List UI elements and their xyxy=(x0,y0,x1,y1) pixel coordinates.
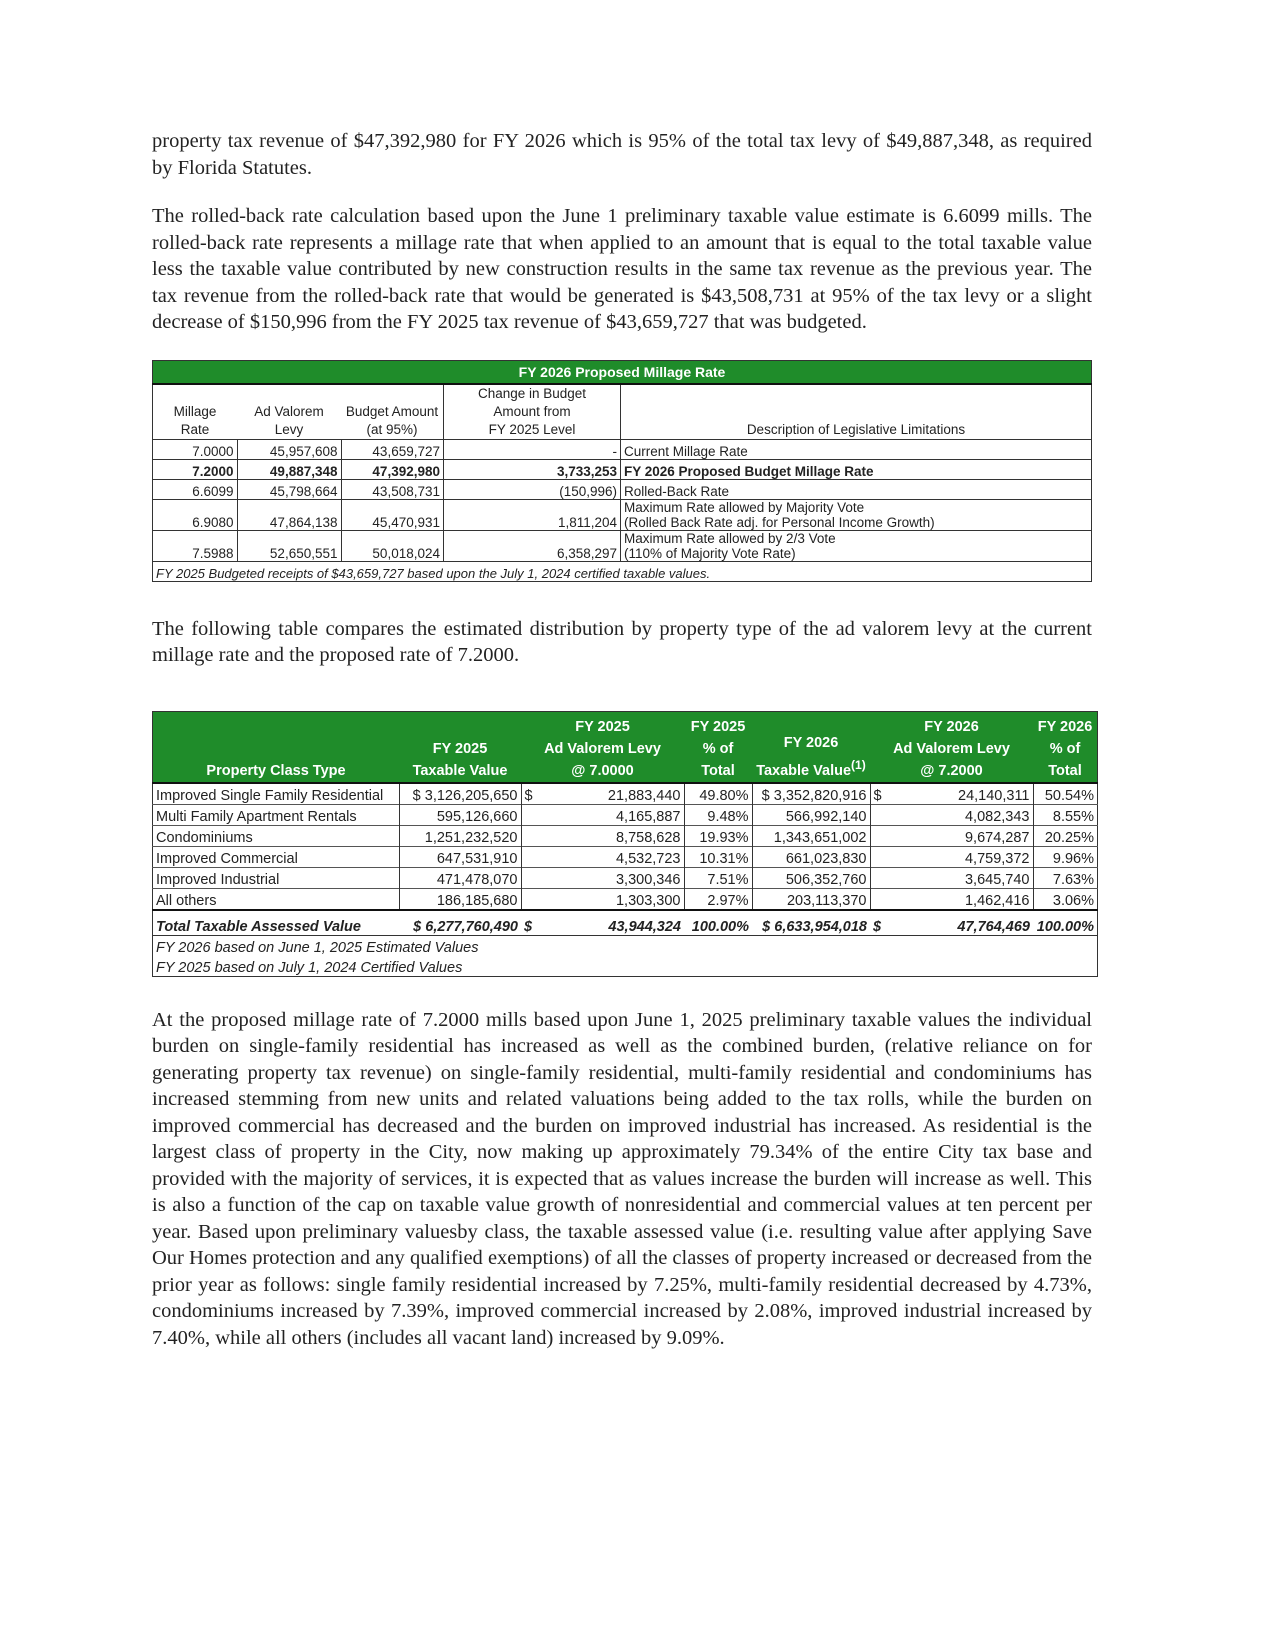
paragraph-1: property tax revenue of $47,392,980 for FY 2026 which is 95% of the total tax levy of $49,887,348, as required by Florida Statutes. xyxy=(152,130,1092,179)
table-row: Multi Family Apartment Rentals 595,126,660 4,165,887 9.48% 566,992,140 4,082,343 8.55% xyxy=(153,804,1098,825)
millage-table-note: FY 2025 Budgeted receipts of $43,659,727 based upon the July 1, 2024 certified taxable values. xyxy=(153,561,1092,581)
paragraph-4: At the proposed millage rate of 7.2000 mills based upon June 1, 2025 preliminary taxable values the individual burden on single-family residential has increased as well as the combined burden, (relative reliance on for generating property tax revenue) on single-family residential, multi-family residential and condominiums has increased stemming from new units and related valuations being added to the tax rolls, while the burden on improved commercial has decreased and the burden on improved industrial has increased. As residential is the largest class of property in the City, now making up approximately 79.34% of the entire City tax base and provided with the majority of services, it is expected that as values increase the burden will increase as well. This is also a function of the cap on taxable value growth of nonresidential and commercial values at ten percent per year. Based upon preliminary valuesby class, the taxable assessed value (i.e. resulting value after applying Save Our Homes protection and any qualified exemptions) of all the classes of property increased or decreased from the prior year as follows: single family residential increased by 7.25%, multi-family residential decreased by 4.73%, condominiums increased by 7.39%, improved commercial increased by 2.08%, improved industrial increased by 7.40%, while all others (includes all vacant land) increased by 9.09%. xyxy=(152,1008,1092,1349)
millage-row: 7.0000 45,957,608 43,659,727 - Current Millage Rate xyxy=(153,439,1092,459)
table-row: Condominiums 1,251,232,520 8,758,628 19.93% 1,343,651,002 9,674,287 20.25% xyxy=(153,825,1098,846)
millage-table-header: Millage Rate Ad Valorem Levy Budget Amount (at 95%) Change in Budget Amount from FY 2025 Level Description of Legislative Limitations xyxy=(153,384,1092,440)
paragraph-3: The following table compares the estimated distribution by property type of the ad valorem levy at the current millage rate and the proposed rate of 7.2000. xyxy=(152,617,1092,666)
property-table-header: Property Class Type FY 2025 Taxable Value FY 2025 Ad Valorem Levy @ 7.0000 FY 2025 % of Total FY 2026 Taxable Value$^{(1)}$ FY 2026 Ad Valorem Levy @ 7.2000 FY 2026 % of Total xyxy=(153,711,1098,783)
description-header: Description of Legislative Limitations xyxy=(621,384,1092,440)
table-row: Improved Commercial 647,531,910 4,532,723 10.31% 661,023,830 4,759,372 9.96% xyxy=(153,846,1098,867)
millage-rate-table xyxy=(152,360,1092,582)
table-note: FY 2026 based on June 1, 2025 Estimated Values xyxy=(153,935,1098,956)
millage-row: 6.9080 47,864,138 45,470,931 1,811,204 Maximum Rate allowed by Majority Vote (Rolled Back Rate adj. for Personal Income Growth) xyxy=(153,499,1092,530)
property-class-table xyxy=(152,711,1098,977)
millage-row: 6.6099 45,798,664 43,508,731 (150,996) Rolled-Back Rate xyxy=(153,479,1092,499)
table-row: Improved Single Family Residential $ 3,126,205,650 $ 21,883,440 49.80% $ 3,352,820,916 $ 24,140,311 50.54% xyxy=(153,783,1098,805)
document-page xyxy=(152,128,1092,1351)
millage-row-proposed: 7.2000 49,887,348 47,392,980 3,733,253 FY 2026 Proposed Budget Millage Rate xyxy=(153,459,1092,479)
table-note: FY 2025 based on July 1, 2024 Certified Values xyxy=(156,959,463,976)
paragraph-2: The rolled-back rate calculation based upon the June 1 preliminary taxable value estimate is 6.6099 mills. The rolled-back rate represents a millage rate that when applied to an amount that is equal to the total taxable value less the taxable value contributed by new construction results in the same tax revenue as the previous year. The tax revenue from the rolled-back rate that would be generated is $43,508,731 at 95% of the tax levy or a slight decrease of $150,996 from the FY 2025 tax revenue of $43,659,727 that was budgeted. xyxy=(152,205,1092,333)
total-row: Total Taxable Assessed Value $ 6,277,760,490 $ 43,944,324 100.00% $ 6,633,954,018 $ 47,764,469 100.00% xyxy=(153,910,1098,936)
table-row: Improved Industrial 471,478,070 3,300,346 7.51% 506,352,760 3,645,740 7.63% xyxy=(153,867,1098,888)
millage-row: 7.5988 52,650,551 50,018,024 6,358,297 Maximum Rate allowed by 2/3 Vote (110% of Majority Vote Rate) xyxy=(153,530,1092,561)
millage-table-title: FY 2026 Proposed Millage Rate xyxy=(153,360,1092,384)
table-row: All others 186,185,680 1,303,300 2.97% 203,113,370 1,462,416 3.06% xyxy=(153,888,1098,910)
